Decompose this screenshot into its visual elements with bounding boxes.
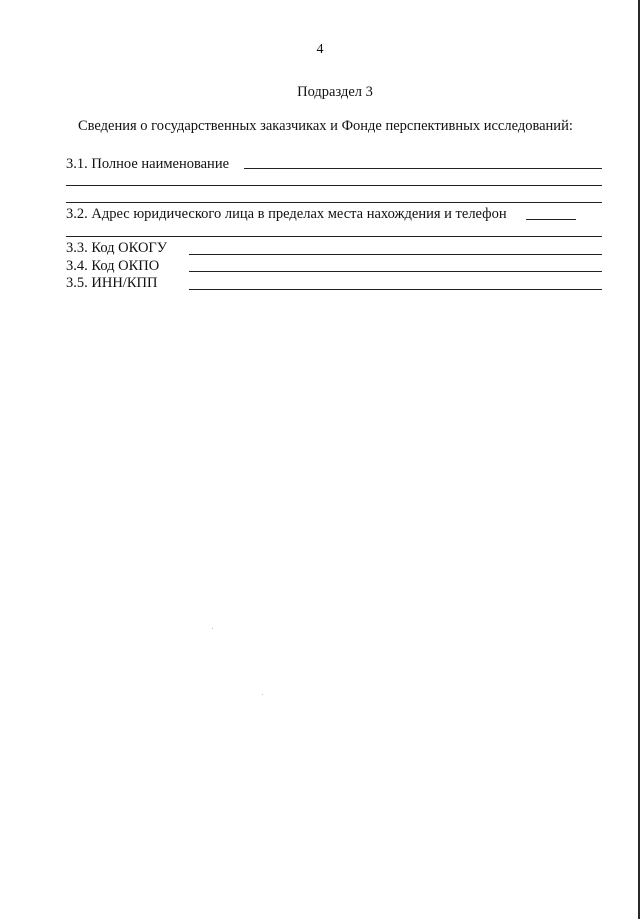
scan-speck — [212, 628, 213, 629]
full-name-label: 3.1. Полное наименование — [66, 156, 230, 172]
okpo-label: 3.4. Код ОКПО — [66, 258, 160, 274]
full-name-fill-line-3[interactable] — [66, 202, 602, 203]
okogu-label: 3.3. Код ОКОГУ — [66, 240, 168, 256]
okpo-fill-line[interactable] — [189, 271, 602, 272]
full-name-fill-line[interactable] — [244, 168, 602, 169]
address-label: 3.2. Адрес юридического лица в пределах места нахождения и телефон — [66, 206, 507, 222]
subsection-title: Подраздел 3 — [297, 84, 373, 100]
okogu-fill-line[interactable] — [189, 254, 602, 255]
inn-kpp-fill-line[interactable] — [189, 289, 602, 290]
section-intro: Сведения о государственных заказчиках и Фонде перспективных исследований: — [78, 118, 573, 134]
inn-kpp-label: 3.5. ИНН/КПП — [66, 275, 158, 291]
address-fill-line-2[interactable] — [66, 236, 602, 237]
page-number: 4 — [316, 42, 324, 57]
address-fill-line[interactable] — [526, 219, 576, 220]
scan-speck — [262, 694, 263, 695]
full-name-fill-line-2[interactable] — [66, 185, 602, 186]
